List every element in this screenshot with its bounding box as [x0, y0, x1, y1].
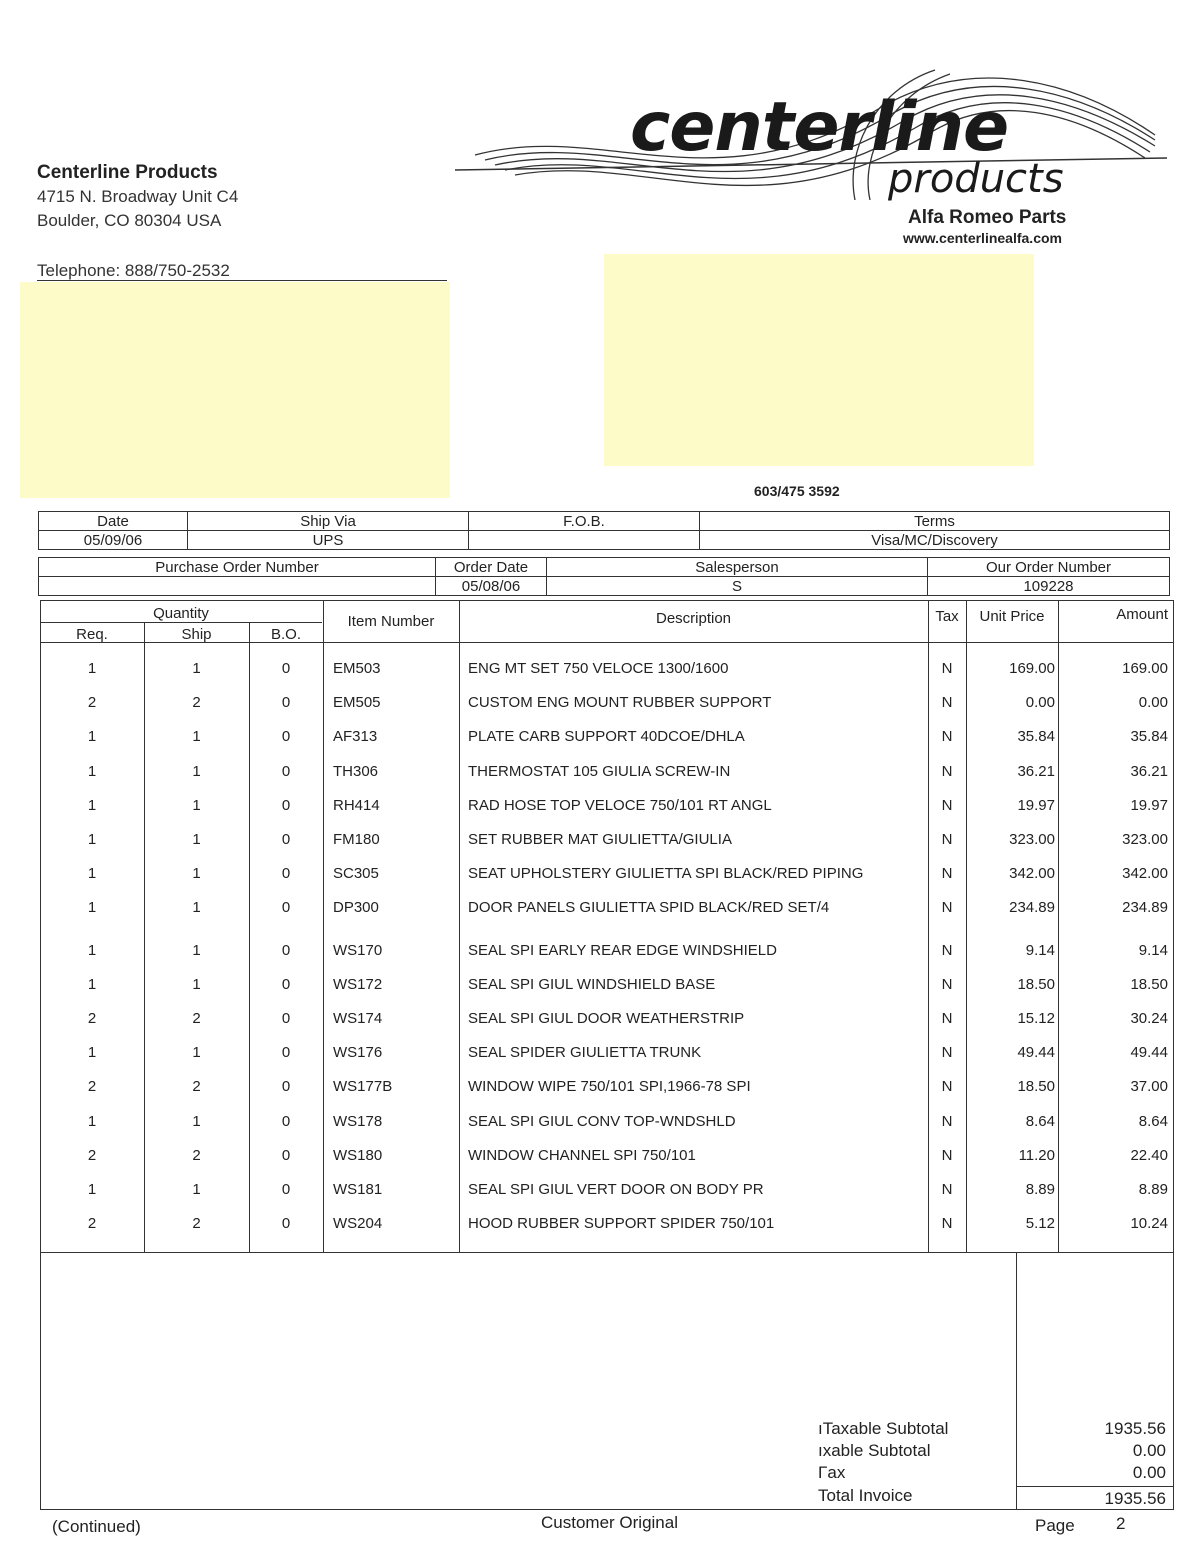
- qty-ship: 1: [192, 797, 201, 814]
- item-number: SC305: [333, 865, 379, 882]
- item-unit-price: 15.12: [1017, 1010, 1055, 1027]
- qty-bo: 0: [281, 865, 291, 882]
- qty-req: 1: [87, 1181, 97, 1198]
- col-header-item: Item Number: [347, 613, 435, 630]
- qty-ship: 1: [192, 942, 201, 959]
- order-number-label: Our Order Number: [928, 558, 1170, 577]
- order-date-label: Order Date: [436, 558, 547, 577]
- po-value: [39, 577, 436, 596]
- item-unit-price: 35.84: [1017, 728, 1055, 745]
- qty-req: 1: [87, 1044, 97, 1061]
- item-amount: 19.97: [1130, 797, 1168, 814]
- company-telephone: Telephone: 888/750-2532: [37, 261, 230, 280]
- qty-ship: 1: [192, 865, 201, 882]
- qty-bo: 0: [281, 797, 291, 814]
- redacted-ship-to-box: [604, 254, 1034, 466]
- qty-req: 1: [87, 942, 97, 959]
- salesperson-label: Salesperson: [547, 558, 928, 577]
- qty-ship: 2: [192, 1147, 201, 1164]
- item-tax: N: [941, 797, 953, 814]
- item-number: TH306: [333, 763, 379, 780]
- order-header-table: [38, 557, 1170, 596]
- item-amount: 10.24: [1130, 1215, 1168, 1232]
- item-number: FM180: [333, 831, 380, 848]
- taxable-subtotal-value: 0.00: [1132, 1441, 1166, 1460]
- item-tax: N: [941, 1078, 953, 1095]
- items-bottom-divider: [40, 1252, 1174, 1253]
- item-tax: N: [941, 660, 953, 677]
- qty-bo: 0: [281, 694, 291, 711]
- total-invoice-label: Total Invoice: [818, 1486, 913, 1505]
- ship-via-label: Ship Via: [188, 512, 469, 531]
- col-divider-bo: [323, 600, 324, 1252]
- item-number: WS172: [333, 976, 383, 993]
- logo-wordmark: centerline: [630, 88, 1009, 167]
- terms-label: Terms: [700, 512, 1170, 531]
- item-unit-price: 323.00: [1009, 831, 1055, 848]
- item-unit-price: 11.20: [1018, 1147, 1055, 1164]
- item-unit-price: 19.97: [1017, 797, 1055, 814]
- company-address-line1: 4715 N. Broadway Unit C4: [37, 187, 239, 206]
- salesperson-value: S: [547, 577, 928, 596]
- col-header-description: Description: [655, 610, 732, 627]
- item-unit-price: 342.00: [1009, 865, 1055, 882]
- fob-label: F.O.B.: [469, 512, 700, 531]
- qty-req: 1: [87, 797, 97, 814]
- item-description: THERMOSTAT 105 GIULIA SCREW-IN: [468, 763, 731, 780]
- item-amount: 30.24: [1130, 1010, 1168, 1027]
- col-header-amount: Amount: [1116, 606, 1168, 623]
- qty-bo: 0: [281, 1147, 291, 1164]
- total-divider: [1016, 1486, 1174, 1487]
- item-amount: 22.40: [1130, 1147, 1168, 1164]
- item-number: WS176: [333, 1044, 383, 1061]
- item-unit-price: 18.50: [1017, 976, 1055, 993]
- col-header-req: Req.: [76, 626, 108, 643]
- qty-bo: 0: [281, 899, 291, 916]
- qty-req: 1: [87, 831, 97, 848]
- item-amount: 342.00: [1122, 865, 1168, 882]
- divider: [37, 280, 447, 281]
- item-number: WS180: [333, 1147, 383, 1164]
- item-amount: 8.89: [1138, 1181, 1168, 1198]
- item-description: ENG MT SET 750 VELOCE 1300/1600: [468, 660, 729, 677]
- fob-value: [469, 531, 700, 550]
- item-number: EM505: [333, 694, 381, 711]
- date-value: 05/09/06: [39, 531, 188, 550]
- qty-ship: 2: [192, 1215, 201, 1232]
- item-amount: 323.00: [1122, 831, 1168, 848]
- taxable-subtotal-label: ıxable Subtotal: [818, 1441, 931, 1460]
- qty-req: 1: [87, 976, 97, 993]
- qty-req: 1: [87, 728, 97, 745]
- item-description: SEAL SPI GIUL VERT DOOR ON BODY PR: [468, 1181, 764, 1198]
- item-tax: N: [941, 1044, 953, 1061]
- item-description: SEAL SPI GIUL CONV TOP-WNDSHLD: [468, 1113, 736, 1130]
- item-amount: 35.84: [1130, 728, 1168, 745]
- item-amount: 36.21: [1130, 763, 1168, 780]
- qty-bo: 0: [281, 1044, 291, 1061]
- qty-bo: 0: [281, 728, 291, 745]
- qty-req: 1: [87, 763, 97, 780]
- item-tax: N: [941, 976, 953, 993]
- item-description: PLATE CARB SUPPORT 40DCOE/DHLA: [468, 728, 745, 745]
- qty-ship: 1: [192, 660, 201, 677]
- date-label: Date: [39, 512, 188, 531]
- item-unit-price: 18.50: [1017, 1078, 1055, 1095]
- totals-divider: [1016, 1252, 1017, 1510]
- item-unit-price: 49.44: [1017, 1044, 1055, 1061]
- item-amount: 37.00: [1130, 1078, 1168, 1095]
- item-description: SEAL SPIDER GIULIETTA TRUNK: [468, 1044, 702, 1061]
- qty-req: 2: [87, 1215, 97, 1232]
- item-amount: 9.14: [1138, 942, 1168, 959]
- qty-bo: 0: [281, 831, 291, 848]
- item-number: DP300: [333, 899, 379, 916]
- qty-ship: 1: [192, 899, 201, 916]
- qty-req: 2: [87, 694, 97, 711]
- qty-req: 2: [87, 1078, 97, 1095]
- item-description: CUSTOM ENG MOUNT RUBBER SUPPORT: [468, 694, 772, 711]
- item-tax: N: [941, 1215, 953, 1232]
- item-amount: 169.00: [1122, 660, 1168, 677]
- item-description: WINDOW WIPE 750/101 SPI,1966-78 SPI: [468, 1078, 751, 1095]
- item-description: SEAT UPHOLSTERY GIULIETTA SPI BLACK/RED PIPING: [468, 865, 864, 882]
- item-tax: N: [941, 1113, 953, 1130]
- item-number: RH414: [333, 797, 380, 814]
- continued-note: (Continued): [52, 1517, 141, 1536]
- item-number: WS177B: [333, 1078, 393, 1095]
- item-tax: N: [941, 728, 953, 745]
- qty-req: 2: [87, 1010, 97, 1027]
- qty-bo: 0: [281, 1113, 291, 1130]
- qty-bo: 0: [281, 1215, 291, 1232]
- col-header-ship: Ship: [181, 626, 212, 643]
- order-number-value: 109228: [928, 577, 1170, 596]
- company-name: Centerline Products: [37, 162, 218, 183]
- qty-ship: 1: [192, 831, 201, 848]
- item-description: RAD HOSE TOP VELOCE 750/101 RT ANGL: [468, 797, 772, 814]
- qty-ship: 2: [192, 1078, 201, 1095]
- qty-ship: 1: [192, 1113, 201, 1130]
- item-description: SET RUBBER MAT GIULIETTA/GIULIA: [468, 831, 732, 848]
- qty-req: 1: [87, 660, 97, 677]
- item-unit-price: 8.89: [1025, 1181, 1055, 1198]
- item-unit-price: 36.21: [1017, 763, 1055, 780]
- nontaxable-subtotal-value: 1935.56: [1104, 1419, 1166, 1438]
- item-unit-price: 9.14: [1025, 942, 1055, 959]
- col-header-quantity: Quantity: [153, 605, 209, 622]
- customer-phone: 603/475 3592: [754, 483, 840, 499]
- qty-bo: 0: [281, 976, 291, 993]
- item-description: HOOD RUBBER SUPPORT SPIDER 750/101: [468, 1215, 775, 1232]
- copy-type: Customer Original: [541, 1513, 678, 1532]
- tax-value: 0.00: [1132, 1463, 1166, 1482]
- col-divider-item: [459, 600, 460, 1252]
- item-tax: N: [941, 694, 953, 711]
- item-amount: 18.50: [1130, 976, 1168, 993]
- logo-url: www.centerlinealfa.com: [903, 230, 1062, 246]
- item-number: WS204: [333, 1215, 383, 1232]
- qty-req: 1: [87, 865, 97, 882]
- qty-bo: 0: [281, 1181, 291, 1198]
- nontaxable-subtotal-label: ıTaxable Subtotal: [818, 1419, 949, 1438]
- item-number: WS181: [333, 1181, 383, 1198]
- item-tax: N: [941, 831, 953, 848]
- item-unit-price: 8.64: [1025, 1113, 1055, 1130]
- po-label: Purchase Order Number: [39, 558, 436, 577]
- item-tax: N: [941, 1147, 953, 1164]
- qty-ship: 2: [192, 1010, 201, 1027]
- logo-tagline: Alfa Romeo Parts: [908, 207, 1067, 228]
- logo-subword: products: [888, 156, 1064, 202]
- item-amount: 8.64: [1138, 1113, 1168, 1130]
- qty-bo: 0: [281, 942, 291, 959]
- qty-bo: 0: [281, 660, 291, 677]
- quantity-subheader-divider: [40, 622, 322, 623]
- item-tax: N: [941, 1181, 953, 1198]
- qty-bo: 0: [281, 763, 291, 780]
- item-number: WS170: [333, 942, 383, 959]
- ship-via-value: UPS: [188, 531, 469, 550]
- item-unit-price: 169.00: [1009, 660, 1055, 677]
- order-date-value: 05/08/06: [436, 577, 547, 596]
- col-header-bo: B.O.: [270, 626, 301, 643]
- qty-bo: 0: [281, 1078, 291, 1095]
- company-address-line2: Boulder, CO 80304 USA: [37, 211, 222, 230]
- item-description: SEAL SPI GIUL DOOR WEATHERSTRIP: [468, 1010, 745, 1027]
- item-tax: N: [941, 942, 953, 959]
- item-number: WS178: [333, 1113, 383, 1130]
- item-description: DOOR PANELS GIULIETTA SPID BLACK/RED SET/4: [468, 899, 830, 916]
- item-tax: N: [941, 763, 953, 780]
- page-number: 2: [1116, 1514, 1126, 1533]
- col-header-tax: Tax: [935, 608, 959, 625]
- qty-ship: 1: [192, 763, 201, 780]
- qty-ship: 1: [192, 1044, 201, 1061]
- item-unit-price: 234.89: [1009, 899, 1055, 916]
- item-amount: 49.44: [1130, 1044, 1168, 1061]
- redacted-bill-to-box: [20, 282, 450, 498]
- item-number: AF313: [333, 728, 378, 745]
- qty-bo: 0: [281, 1010, 291, 1027]
- item-number: WS174: [333, 1010, 383, 1027]
- item-number: EM503: [333, 660, 381, 677]
- page-label: Page: [1035, 1516, 1075, 1535]
- total-invoice-value: 1935.56: [1104, 1489, 1166, 1508]
- qty-req: 1: [87, 899, 97, 916]
- item-unit-price: 0.00: [1025, 694, 1055, 711]
- qty-ship: 2: [192, 694, 201, 711]
- shipping-header-table: [38, 511, 1170, 550]
- tax-label: Γax: [818, 1463, 846, 1482]
- item-description: SEAL SPI GIUL WINDSHIELD BASE: [468, 976, 716, 993]
- item-tax: N: [941, 865, 953, 882]
- terms-value: Visa/MC/Discovery: [700, 531, 1170, 550]
- qty-req: 2: [87, 1147, 97, 1164]
- item-amount: 0.00: [1138, 694, 1168, 711]
- qty-ship: 1: [192, 976, 201, 993]
- item-amount: 234.89: [1122, 899, 1168, 916]
- col-header-unit-price: Unit Price: [979, 608, 1045, 625]
- qty-ship: 1: [192, 1181, 201, 1198]
- qty-req: 1: [87, 1113, 97, 1130]
- item-description: SEAL SPI EARLY REAR EDGE WINDSHIELD: [468, 942, 777, 959]
- qty-ship: 1: [192, 728, 201, 745]
- item-unit-price: 5.12: [1025, 1215, 1055, 1232]
- item-description: WINDOW CHANNEL SPI 750/101: [468, 1147, 696, 1164]
- item-tax: N: [941, 1010, 953, 1027]
- item-tax: N: [941, 899, 953, 916]
